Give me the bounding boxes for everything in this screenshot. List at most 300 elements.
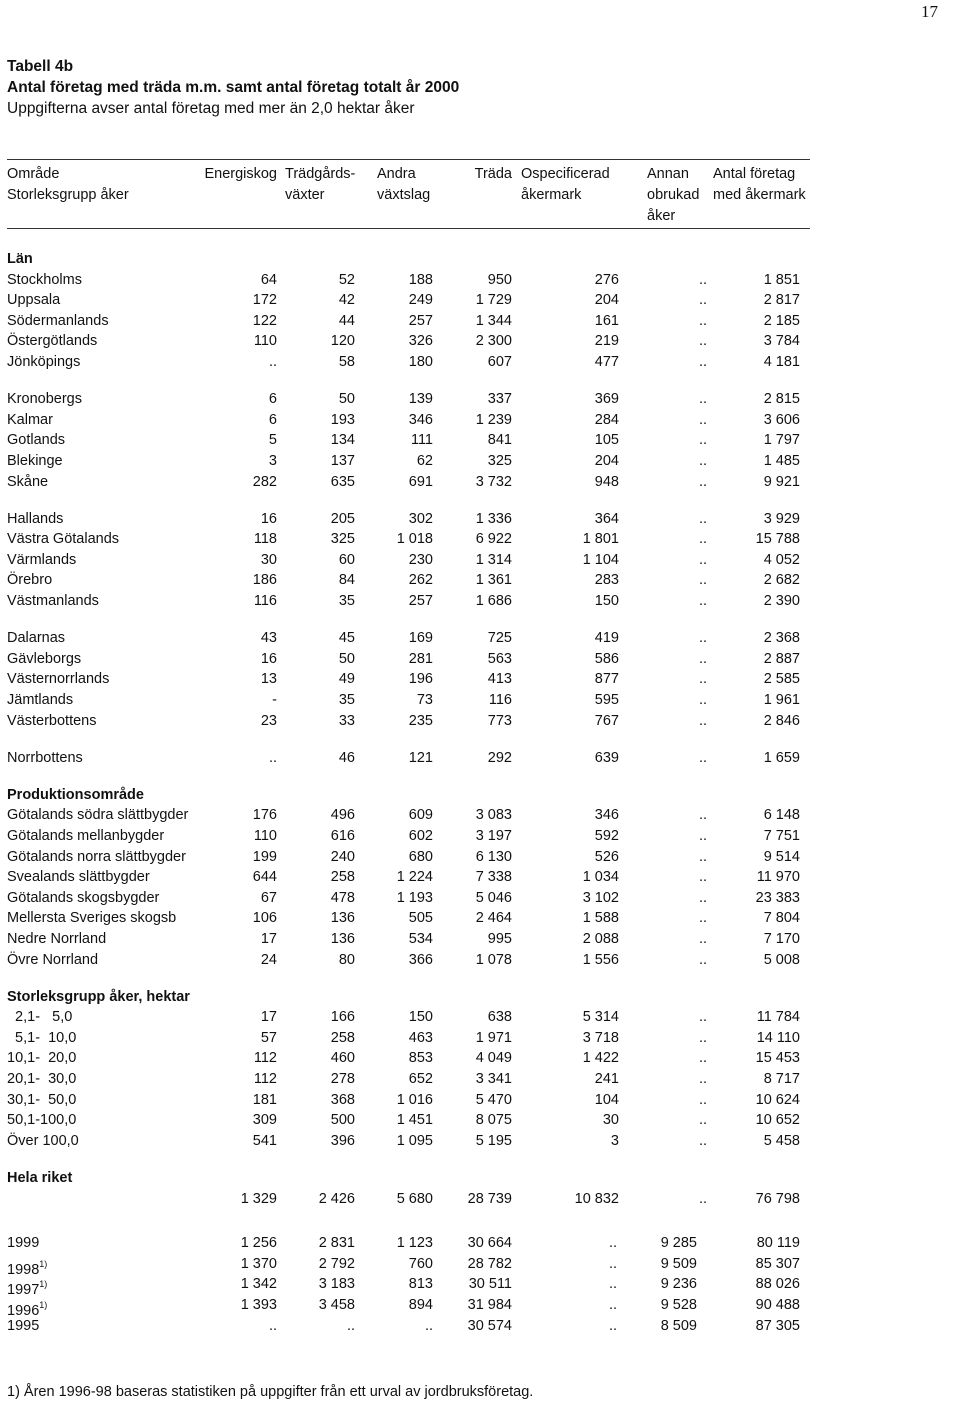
cell-col-2: 134 <box>330 432 355 449</box>
cell-col-6: .. <box>698 593 707 609</box>
header-c6-line-2: åker <box>647 208 676 224</box>
cell-col-1: 17 <box>260 930 277 947</box>
section-header <box>7 249 807 269</box>
cell-col-3: 853 <box>408 1050 433 1067</box>
cell-col-1: 30 <box>260 551 277 568</box>
cell-col-5: 10 832 <box>574 1190 619 1207</box>
cell-col-7: 1 961 <box>763 691 800 708</box>
table-row <box>7 1007 807 1027</box>
table-row <box>7 1189 807 1209</box>
header-bottom-rule <box>7 228 810 229</box>
cell-col-7: 4 052 <box>763 551 800 568</box>
page-number: 17 <box>921 2 938 21</box>
cell-col-5: 105 <box>594 432 619 449</box>
cell-col-3: 188 <box>408 271 433 288</box>
cell-col-3: 894 <box>408 1296 433 1313</box>
table-row <box>7 1295 807 1319</box>
cell-col-2: 46 <box>338 749 355 766</box>
cell-col-1: 23 <box>260 712 277 729</box>
cell-col-1: - <box>272 691 277 708</box>
cell-col-2: 635 <box>330 473 355 490</box>
cell-col-5: 1 556 <box>582 951 619 968</box>
cell-col-4: 5 470 <box>475 1091 512 1108</box>
cell-col-7: 9 514 <box>763 848 800 865</box>
cell-col-3: 180 <box>408 354 433 370</box>
cell-col-2: 278 <box>330 1071 355 1087</box>
cell-col-2: 44 <box>338 312 355 329</box>
cell-col-7: 2 185 <box>763 312 800 329</box>
cell-col-3: 1 451 <box>396 1112 433 1129</box>
cell-col-5: 104 <box>594 1091 619 1108</box>
table-row <box>7 847 807 867</box>
cell-col-2: 258 <box>330 1029 355 1046</box>
cell-col-2: 2 792 <box>318 1255 355 1272</box>
cell-col-3: 760 <box>408 1255 433 1272</box>
cell-col-4: 5 046 <box>475 889 512 906</box>
cell-col-4: 1 336 <box>475 510 512 527</box>
cell-col-5: 346 <box>594 807 619 824</box>
section-title: Produktionsområde <box>7 786 144 803</box>
cell-col-5: 595 <box>594 691 619 708</box>
header-c5-line-0: Ospecificerad <box>521 166 610 182</box>
cell-col-6: .. <box>698 630 707 647</box>
cell-col-1: 67 <box>260 889 277 906</box>
row-label: 2,1- 5,0 <box>7 1009 73 1026</box>
cell-col-6: .. <box>698 1091 707 1108</box>
row-label: Östergötlands <box>7 333 98 350</box>
row-label: Södermanlands <box>7 312 109 329</box>
cell-col-2: 496 <box>330 807 355 824</box>
header-c7-line-1: med åkermark <box>713 187 806 203</box>
cell-col-5: 219 <box>594 333 619 350</box>
cell-col-6: .. <box>698 432 707 449</box>
cell-col-4: 6 130 <box>475 848 512 865</box>
cell-col-6: .. <box>698 473 707 490</box>
cell-col-1: 176 <box>252 807 277 824</box>
section-title: Län <box>7 251 33 267</box>
cell-col-6: .. <box>698 951 707 968</box>
cell-col-5: 877 <box>594 671 619 688</box>
cell-col-6: .. <box>698 1190 707 1207</box>
cell-col-3: 1 095 <box>396 1132 433 1149</box>
cell-col-2: .. <box>346 1317 355 1334</box>
cell-col-5: 1 104 <box>582 551 619 568</box>
cell-col-4: 1 314 <box>475 551 512 568</box>
row-label: Jönköpings <box>7 354 81 370</box>
cell-col-7: 23 383 <box>755 889 800 906</box>
cell-col-7: 90 488 <box>755 1296 800 1313</box>
row-label: Svealands slättbygder <box>7 869 150 886</box>
cell-col-1: 1 342 <box>240 1276 277 1293</box>
cell-col-6: .. <box>698 1050 707 1067</box>
cell-col-6: .. <box>698 910 707 927</box>
cell-col-6: .. <box>698 411 707 428</box>
cell-col-3: 257 <box>408 312 433 329</box>
cell-col-7: 7 170 <box>763 930 800 947</box>
header-c3-line-0: Andra <box>377 166 416 182</box>
cell-col-3: 1 018 <box>396 531 433 548</box>
table-row <box>7 311 807 331</box>
table-row <box>7 1131 807 1151</box>
cell-col-1: 6 <box>268 391 277 408</box>
cell-col-6: .. <box>698 510 707 527</box>
cell-col-2: 478 <box>330 889 355 906</box>
row-label: 30,1- 50,0 <box>7 1091 77 1108</box>
cell-col-5: 592 <box>594 827 619 844</box>
cell-col-7: 2 585 <box>763 671 800 688</box>
cell-col-4: 30 511 <box>468 1276 512 1293</box>
cell-col-4: 3 341 <box>475 1071 512 1087</box>
row-label: Värmlands <box>7 551 77 568</box>
cell-col-4: 1 239 <box>475 411 512 428</box>
cell-col-1: 43 <box>260 630 277 647</box>
footnote-marker: 1) <box>39 1258 48 1269</box>
row-label: Västra Götalands <box>7 531 120 548</box>
cell-col-4: 1 971 <box>475 1029 512 1046</box>
cell-col-3: 230 <box>408 551 433 568</box>
table-row <box>7 1110 807 1130</box>
cell-col-2: 136 <box>330 910 355 927</box>
cell-col-7: 88 026 <box>755 1276 800 1293</box>
cell-col-6: .. <box>698 333 707 350</box>
cell-col-6: .. <box>698 1132 707 1149</box>
cell-col-3: 609 <box>408 807 433 824</box>
row-label: Götalands norra slättbygder <box>7 848 186 865</box>
cell-col-7: 7 804 <box>763 910 800 927</box>
cell-col-2: 325 <box>330 531 355 548</box>
cell-col-4: 1 729 <box>475 292 512 309</box>
cell-col-1: 64 <box>260 271 277 288</box>
table-row <box>7 430 807 450</box>
cell-col-1: 309 <box>252 1112 277 1129</box>
cell-col-5: 3 <box>610 1132 619 1149</box>
table-row <box>7 1028 807 1048</box>
cell-col-5: 948 <box>594 473 619 490</box>
cell-col-7: 8 717 <box>763 1071 800 1087</box>
cell-col-4: 5 195 <box>475 1132 512 1149</box>
cell-col-6: .. <box>698 551 707 568</box>
cell-col-3: 1 193 <box>396 889 433 906</box>
cell-col-4: 28 782 <box>467 1255 512 1272</box>
table-row <box>7 669 807 689</box>
cell-col-1: .. <box>268 1317 277 1334</box>
cell-col-5: 1 801 <box>582 531 619 548</box>
cell-col-2: 35 <box>338 691 355 708</box>
row-label: Mellersta Sveriges skogsb <box>7 910 177 927</box>
cell-col-3: 602 <box>408 827 433 844</box>
cell-col-1: 106 <box>252 910 277 927</box>
cell-col-4: 8 075 <box>475 1112 512 1129</box>
table-row <box>7 867 807 887</box>
table-row <box>7 270 807 290</box>
cell-col-1: .. <box>268 354 277 370</box>
table-row <box>7 628 807 648</box>
cell-col-1: 122 <box>252 312 277 329</box>
cell-col-3: 139 <box>408 391 433 408</box>
row-label: Götalands södra slättbygder <box>7 807 189 824</box>
cell-col-5: 204 <box>594 292 619 309</box>
row-label: Västerbottens <box>7 712 97 729</box>
row-label: Jämtlands <box>7 691 74 708</box>
statistics-table <box>7 164 807 1334</box>
cell-col-6: .. <box>698 930 707 947</box>
cell-col-1: 541 <box>252 1132 277 1149</box>
cell-col-5: 241 <box>594 1071 619 1087</box>
cell-col-1: 110 <box>253 333 277 350</box>
cell-col-6: .. <box>698 712 707 729</box>
header-c4-line-0: Träda <box>474 166 512 182</box>
table-row <box>7 950 807 970</box>
cell-col-3: 813 <box>408 1276 433 1293</box>
cell-col-1: 6 <box>268 411 277 428</box>
section-header <box>7 785 807 805</box>
cell-col-4: 725 <box>487 630 512 647</box>
cell-col-4: 1 361 <box>475 572 512 589</box>
cell-col-3: 169 <box>408 630 433 647</box>
cell-col-7: 1 485 <box>763 452 800 469</box>
table-row <box>7 1254 807 1278</box>
cell-col-6: .. <box>698 671 707 688</box>
cell-col-6: .. <box>698 869 707 886</box>
cell-col-5: 5 314 <box>582 1009 619 1026</box>
header-c0-line-0: Område <box>7 166 60 182</box>
section-title: Hela riket <box>7 1169 73 1186</box>
table-header <box>7 164 807 225</box>
cell-col-1: 118 <box>253 531 277 548</box>
cell-col-2: 500 <box>330 1112 355 1129</box>
row-label: Gotlands <box>7 432 66 449</box>
cell-col-1: 13 <box>260 671 277 688</box>
table-row <box>7 649 807 669</box>
cell-col-1: 24 <box>260 951 277 968</box>
cell-col-4: 337 <box>487 391 512 408</box>
cell-col-1: 186 <box>252 572 277 589</box>
cell-col-7: 15 453 <box>755 1050 800 1067</box>
cell-col-2: 2 831 <box>318 1235 355 1252</box>
table-row <box>7 929 807 949</box>
cell-col-3: 326 <box>408 333 433 350</box>
row-label: Dalarnas <box>7 630 66 647</box>
cell-col-5: 767 <box>594 712 619 729</box>
cell-col-6: .. <box>698 1112 707 1129</box>
row-label: Blekinge <box>7 452 63 469</box>
cell-col-4: 28 739 <box>467 1190 512 1207</box>
row-label: 1995 <box>7 1317 40 1334</box>
cell-col-2: 136 <box>330 930 355 947</box>
row-label: Örebro <box>7 572 53 589</box>
cell-col-1: 1 256 <box>240 1235 277 1252</box>
table-row <box>7 1316 807 1336</box>
table-row <box>7 472 807 492</box>
cell-col-1: 112 <box>253 1071 277 1087</box>
cell-col-3: 196 <box>408 671 433 688</box>
table-row <box>7 1090 807 1110</box>
cell-col-3: 249 <box>408 292 433 309</box>
cell-col-7: 85 307 <box>755 1255 800 1272</box>
cell-col-4: 7 338 <box>475 869 512 886</box>
cell-col-5: .. <box>608 1296 617 1313</box>
cell-col-5: 283 <box>594 572 619 589</box>
table-row <box>7 805 807 825</box>
cell-col-3: 62 <box>416 452 433 469</box>
cell-col-2: 396 <box>330 1132 355 1149</box>
cell-col-5: 477 <box>594 354 619 370</box>
header-c2-line-1: växter <box>285 187 325 203</box>
cell-col-6: .. <box>698 572 707 589</box>
cell-col-5: 2 088 <box>582 930 619 947</box>
cell-col-5: 204 <box>594 452 619 469</box>
header-c5-line-1: åkermark <box>521 187 582 203</box>
cell-col-2: 52 <box>338 271 355 288</box>
cell-col-2: 258 <box>330 869 355 886</box>
cell-col-6: .. <box>698 807 707 824</box>
cell-col-5: 276 <box>594 271 619 288</box>
table-row <box>7 509 807 529</box>
cell-col-6: .. <box>698 1029 707 1046</box>
cell-col-1: 1 393 <box>240 1296 277 1313</box>
cell-col-4: 30 664 <box>467 1235 512 1252</box>
cell-col-3: 262 <box>408 572 433 589</box>
table-row <box>7 711 807 731</box>
cell-col-6: .. <box>698 650 707 667</box>
cell-col-7: 5 458 <box>763 1132 800 1149</box>
footnote-marker: 1) <box>39 1299 48 1310</box>
row-label: Stockholms <box>7 271 82 288</box>
cell-col-1: 110 <box>253 827 277 844</box>
cell-col-2: 3 458 <box>318 1296 355 1313</box>
cell-col-4: 6 922 <box>475 531 512 548</box>
cell-col-5: 419 <box>594 630 619 647</box>
cell-col-3: 652 <box>408 1071 433 1087</box>
cell-col-4: 1 686 <box>475 593 512 609</box>
cell-col-4: 773 <box>487 712 512 729</box>
table-row <box>7 352 807 372</box>
cell-col-3: 1 016 <box>396 1091 433 1108</box>
table-row <box>7 410 807 430</box>
cell-col-3: 121 <box>408 749 433 766</box>
row-label: 1998$^{1)}$ <box>7 1258 48 1278</box>
cell-col-4: 638 <box>487 1009 512 1026</box>
footnote: 1) Åren 1996-98 baseras statistiken på uppgifter från ett urval av jordbruksföretag. <box>7 1384 534 1400</box>
cell-col-5: .. <box>608 1235 617 1252</box>
cell-col-1: 5 <box>268 432 277 449</box>
section-header <box>7 987 807 1007</box>
cell-col-6: 8 509 <box>660 1317 697 1334</box>
cell-col-4: 3 732 <box>475 473 512 490</box>
cell-col-6: .. <box>698 354 707 370</box>
cell-col-3: 366 <box>408 951 433 968</box>
cell-col-6: .. <box>698 391 707 408</box>
cell-col-3: 281 <box>408 650 433 667</box>
header-c6-line-1: obrukad <box>647 187 700 203</box>
row-label: Nedre Norrland <box>7 930 107 947</box>
row-label: 1996$^{1)}$ <box>7 1299 48 1319</box>
cell-col-1: 282 <box>252 473 277 490</box>
footnote-marker: 1) <box>39 1279 48 1290</box>
cell-col-3: 73 <box>416 691 433 708</box>
cell-col-7: 2 390 <box>763 593 800 609</box>
cell-col-4: 325 <box>487 452 512 469</box>
cell-col-2: 616 <box>330 827 355 844</box>
table-row <box>7 389 807 409</box>
row-label: Kalmar <box>7 411 53 428</box>
cell-col-4: 116 <box>488 691 512 708</box>
table-row <box>7 748 807 768</box>
cell-col-2: 42 <box>338 292 355 309</box>
row-label: Norrbottens <box>7 749 83 766</box>
cell-col-7: 4 181 <box>763 354 800 370</box>
section-header <box>7 1168 807 1188</box>
cell-col-7: 10 624 <box>755 1091 800 1108</box>
cell-col-7: 1 797 <box>763 432 800 449</box>
header-c7-line-0: Antal företag <box>713 166 796 182</box>
cell-col-5: 30 <box>602 1112 619 1129</box>
table-row <box>7 1274 807 1299</box>
cell-col-4: 30 574 <box>467 1317 512 1334</box>
cell-col-5: 3 102 <box>582 889 619 906</box>
cell-col-6: .. <box>698 889 707 906</box>
cell-col-2: 166 <box>330 1009 355 1026</box>
cell-col-1: 116 <box>253 593 277 609</box>
cell-col-2: 84 <box>338 572 355 589</box>
cell-col-2: 368 <box>330 1091 355 1108</box>
cell-col-3: 505 <box>408 910 433 927</box>
table-row <box>7 529 807 549</box>
cell-col-7: 11 784 <box>756 1009 800 1026</box>
row-label: Övre Norrland <box>7 951 99 968</box>
cell-col-6: .. <box>698 749 707 766</box>
cell-col-1: 112 <box>253 1050 277 1067</box>
table-row <box>7 1233 807 1253</box>
cell-col-1: 1 329 <box>240 1190 277 1207</box>
cell-col-5: .. <box>608 1276 617 1293</box>
cell-col-7: 11 970 <box>756 869 800 886</box>
table-row <box>7 690 807 710</box>
header-c1-line-0: Energiskog <box>204 166 277 182</box>
cell-col-6: 9 236 <box>660 1276 697 1293</box>
cell-col-6: .. <box>698 292 707 309</box>
cell-col-5: .. <box>608 1255 617 1272</box>
cell-col-5: 3 718 <box>582 1029 619 1046</box>
cell-col-1: 181 <box>252 1091 277 1108</box>
cell-col-6: 9 285 <box>660 1235 697 1252</box>
row-label: Gävleborgs <box>7 650 82 667</box>
row-label: Hallands <box>7 510 64 527</box>
cell-col-6: 9 528 <box>660 1296 697 1313</box>
row-label: Götalands skogsbygder <box>7 889 160 906</box>
row-label: Uppsala <box>7 292 61 309</box>
section-title: Storleksgrupp åker, hektar <box>7 988 190 1005</box>
cell-col-2: 193 <box>330 411 355 428</box>
cell-col-1: 57 <box>260 1029 277 1046</box>
row-label: Över 100,0 <box>7 1132 79 1149</box>
cell-col-4: 3 083 <box>475 807 512 824</box>
cell-col-4: 3 197 <box>475 827 512 844</box>
cell-col-1: 16 <box>260 650 277 667</box>
table-row <box>7 908 807 928</box>
cell-col-7: 1 659 <box>763 749 800 766</box>
cell-col-4: 563 <box>487 650 512 667</box>
cell-col-6: .. <box>698 827 707 844</box>
cell-col-6: .. <box>698 1071 707 1087</box>
cell-col-2: 240 <box>330 848 355 865</box>
cell-col-6: .. <box>698 452 707 469</box>
cell-col-2: 50 <box>338 391 355 408</box>
cell-col-7: 14 110 <box>756 1029 800 1046</box>
header-top-rule <box>7 159 810 160</box>
table-row <box>7 290 807 310</box>
row-label: Västernorrlands <box>7 671 110 688</box>
